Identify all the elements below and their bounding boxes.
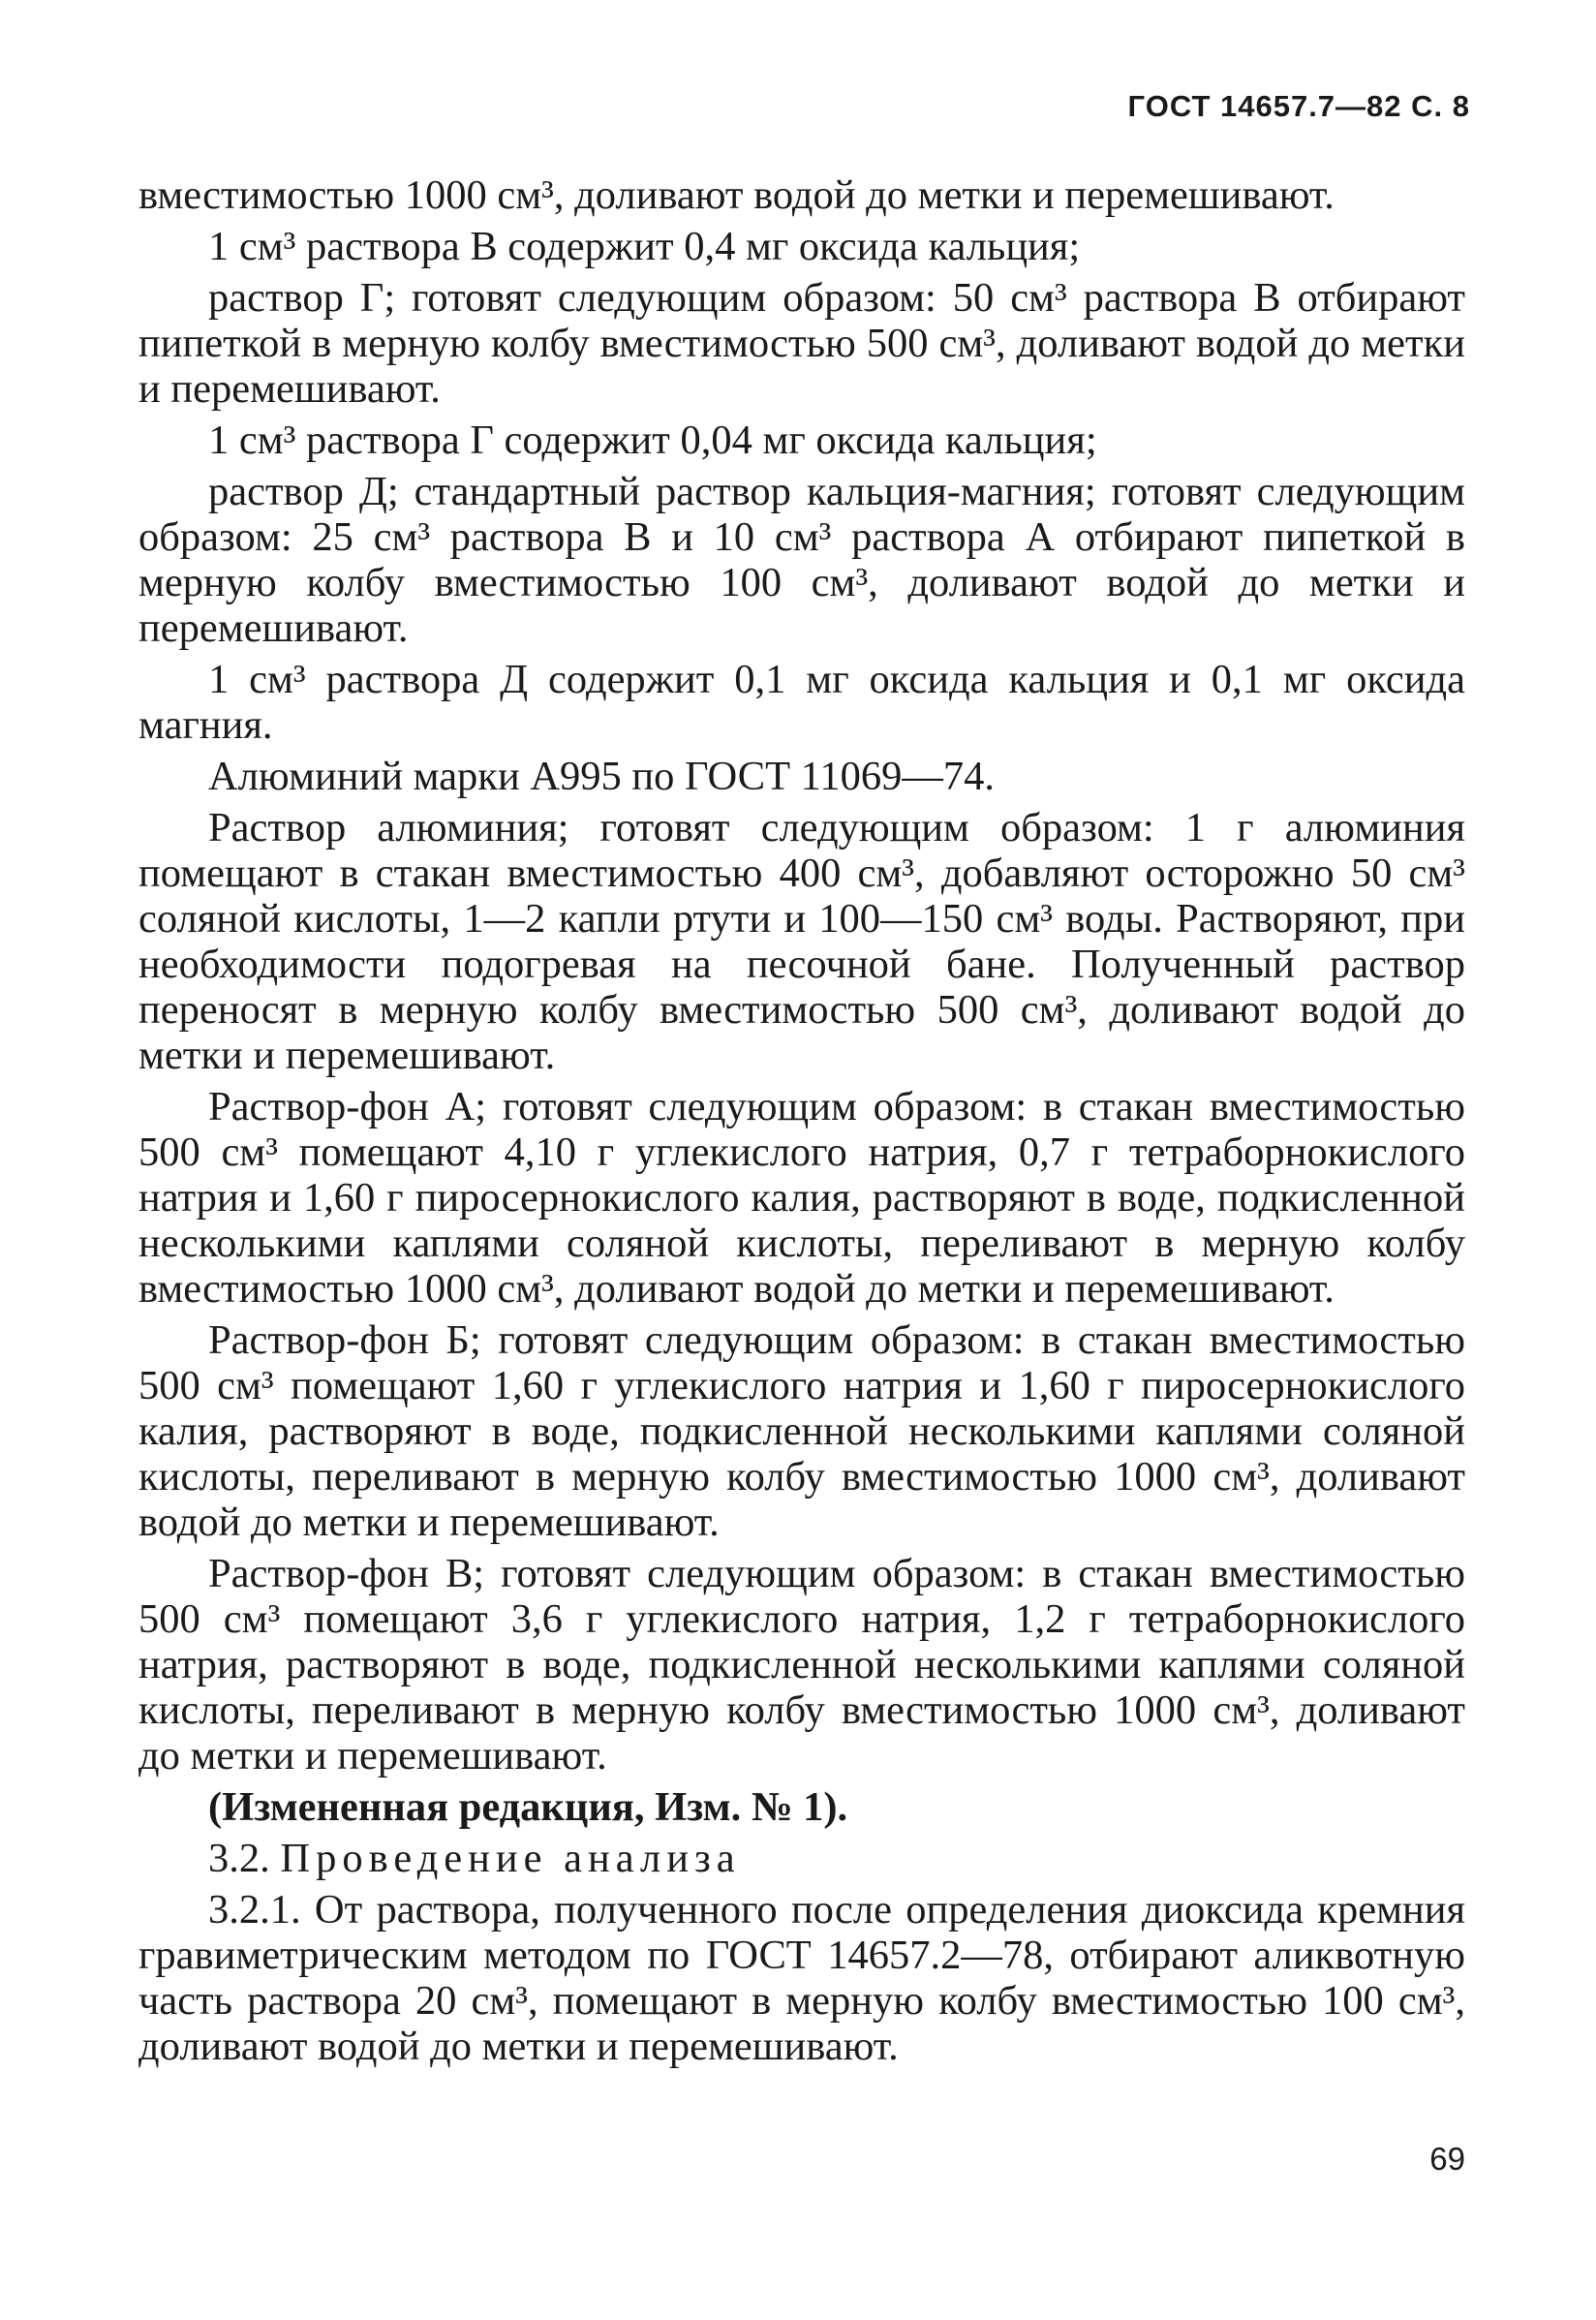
paragraph: вместимостью 1000 см³, доливают водой до метки и перемешивают. <box>138 172 1335 218</box>
page-header: ГОСТ 14657.7—82 С. 8 <box>1127 89 1470 123</box>
revision-note: (Измененная редакция, Изм. № 1). <box>208 1784 848 1830</box>
body-text <box>138 172 1465 2075</box>
paragraph: раствор Г; готовят следующим образом: 50 см³ раствора В отбирают пипеткой в мерную колбу вместимостью 500 см³, доливают водой до метки и перемешивают. <box>138 275 1465 412</box>
paragraph: 1 см³ раствора Д содержит 0,1 мг оксида кальция и 0,1 мг оксида магния. <box>138 657 1465 748</box>
paragraph: Раствор-фон Б; готовят следующим образом: в стакан вместимостью 500 см³ помещают 1,60 г углекислого натрия и 1,60 г пиросернокислого калия, растворяют в воде, подкисленной несколькими каплями соляной кислоты, переливают в мерную колбу вместимостью 1000 см³, доливают водой до метки и перемешивают. <box>138 1317 1465 1545</box>
paragraph: Раствор-фон А; готовят следующим образом: в стакан вместимостью 500 см³ помещают 4,10 г углекислого натрия, 0,7 г тетраборнокислого натрия и 1,60 г пиросернокислого калия, растворяют в воде, подкисленной несколькими каплями соляной кислоты, переливают в мерную колбу вместимостью 1000 см³, доливают водой до метки и перемешивают. <box>138 1084 1465 1312</box>
paragraph: 3.2.1. От раствора, полученного после определения диоксида кремния гравиметрическим методом по ГОСТ 14657.2—78, отбирают аликвотную часть раствора 20 см³, помещают в мерную колбу вместимостью 100 см³, доливают водой до метки и перемешивают. <box>138 1887 1465 2069</box>
section-title: Проведение анализа <box>280 1836 741 1881</box>
paragraph: Раствор-фон В; готовят следующим образом: в стакан вместимостью 500 см³ помещают 3,6 г углекислого натрия, 1,2 г тетраборнокислого натрия, растворяют в воде, подкисленной несколькими каплями соляной кислоты, переливают в мерную колбу вместимостью 1000 см³, доливают до метки и перемешивают. <box>138 1551 1465 1779</box>
paragraph: 1 см³ раствора Г содержит 0,04 мг оксида кальция; <box>208 418 1097 463</box>
paragraph: Раствор алюминия; готовят следующим образом: 1 г алюминия помещают в стакан вместимостью 400 см³, добавляют осторожно 50 см³ соляной кислоты, 1—2 капли ртути и 100—150 см³ воды. Растворяют, при необходимости подогревая на песочной бане. Полученный раствор переносят в мерную колбу вместимостью 500 см³, доливают водой до метки и перемешивают. <box>138 805 1465 1078</box>
page-number: 69 <box>1429 2141 1465 2177</box>
paragraph: Алюминий марки А995 по ГОСТ 11069—74. <box>208 754 995 799</box>
paragraph: 1 см³ раствора В содержит 0,4 мг оксида кальция; <box>208 224 1081 269</box>
section-heading <box>138 1836 1465 1881</box>
section-number: 3.2. <box>208 1836 270 1881</box>
paragraph: раствор Д; стандартный раствор кальция-магния; готовят следующим образом: 25 см³ раствора В и 10 см³ раствора А отбирают пипеткой в мерную колбу вместимостью 100 см³, доливают водой до метки и перемешивают. <box>138 469 1465 651</box>
